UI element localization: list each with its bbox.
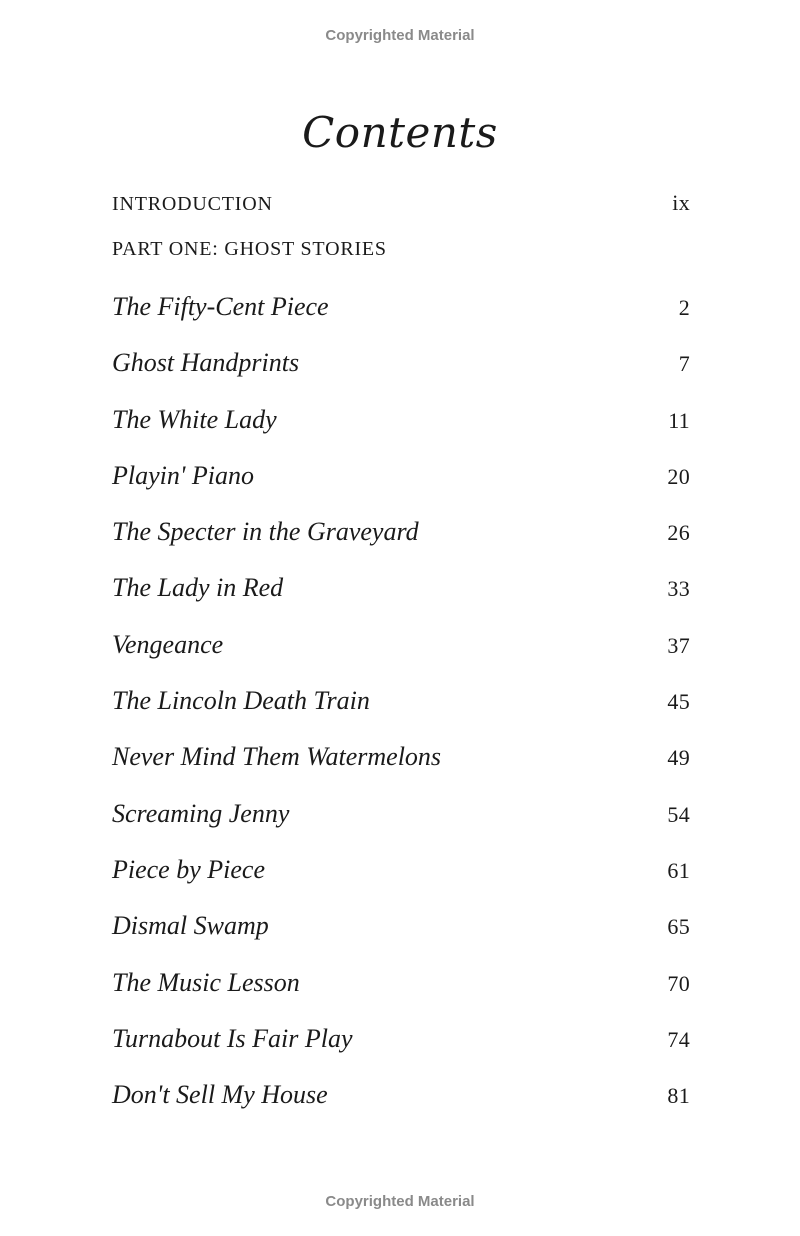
toc-entry-title: The Lincoln Death Train <box>112 686 370 716</box>
toc-entry[interactable] <box>112 855 690 911</box>
toc-entry-page: 11 <box>668 407 690 433</box>
toc-part-heading <box>112 238 690 286</box>
toc-entry[interactable] <box>112 292 690 348</box>
toc-entry-page: 81 <box>667 1083 690 1109</box>
toc-entry-title: Turnabout Is Fair Play <box>112 1023 353 1053</box>
table-of-contents <box>112 190 690 1136</box>
toc-entry[interactable] <box>112 1024 690 1080</box>
toc-entry[interactable] <box>112 573 690 629</box>
toc-entry-title: Don't Sell My House <box>112 1080 328 1110</box>
copyright-footer: Copyrighted Material <box>325 1193 475 1210</box>
copyright-header: Copyrighted Material <box>325 27 475 44</box>
toc-entry[interactable] <box>112 348 690 404</box>
toc-entry-title: The Fifty-Cent Piece <box>112 292 329 321</box>
toc-entry-page: 49 <box>667 745 690 771</box>
toc-entry-page: 74 <box>667 1026 690 1052</box>
toc-entry-title: The White Lady <box>112 404 277 434</box>
toc-entry-page: 37 <box>667 632 690 658</box>
toc-introduction-page: ix <box>672 190 690 215</box>
toc-entry[interactable] <box>112 799 690 855</box>
toc-entry-title: Dismal Swamp <box>112 911 269 941</box>
page-title: Contents <box>302 108 498 157</box>
toc-entry[interactable] <box>112 686 690 742</box>
toc-entry[interactable] <box>112 1080 690 1136</box>
toc-entry[interactable] <box>112 968 690 1024</box>
toc-entry-page: 65 <box>667 914 690 940</box>
toc-entry-title: The Specter in the Graveyard <box>112 517 419 547</box>
toc-part-label: PART ONE: GHOST STORIES <box>112 238 387 260</box>
toc-entry-page: 20 <box>667 463 690 489</box>
toc-entry[interactable] <box>112 461 690 517</box>
toc-entry[interactable] <box>112 911 690 967</box>
toc-entry-title: Never Mind Them Watermelons <box>112 742 442 772</box>
toc-introduction-label: INTRODUCTION <box>112 193 273 215</box>
toc-entry-page: 26 <box>667 520 690 546</box>
toc-entry-page: 45 <box>667 689 690 715</box>
toc-entry-title: Screaming Jenny <box>112 798 290 828</box>
toc-entry-page: 70 <box>667 970 690 996</box>
toc-entry-title: Playin' Piano <box>112 460 255 490</box>
toc-entry-page: 61 <box>667 857 690 883</box>
toc-entry[interactable] <box>112 405 690 461</box>
toc-entry-title: Piece by Piece <box>112 854 265 884</box>
toc-entry[interactable] <box>112 742 690 798</box>
toc-entry-title: Ghost Handprints <box>112 348 300 378</box>
toc-entry-page: 54 <box>667 801 690 827</box>
toc-entry-page: 33 <box>667 576 690 602</box>
toc-entry[interactable] <box>112 630 690 686</box>
toc-entry-title: The Lady in Red <box>112 573 284 603</box>
toc-introduction[interactable] <box>112 190 690 238</box>
toc-entry-title: Vengeance <box>112 629 224 659</box>
toc-entry-page: 7 <box>678 351 690 377</box>
toc-entry-title: The Music Lesson <box>112 967 300 997</box>
toc-entry-page: 2 <box>678 295 690 320</box>
toc-entry[interactable] <box>112 517 690 573</box>
